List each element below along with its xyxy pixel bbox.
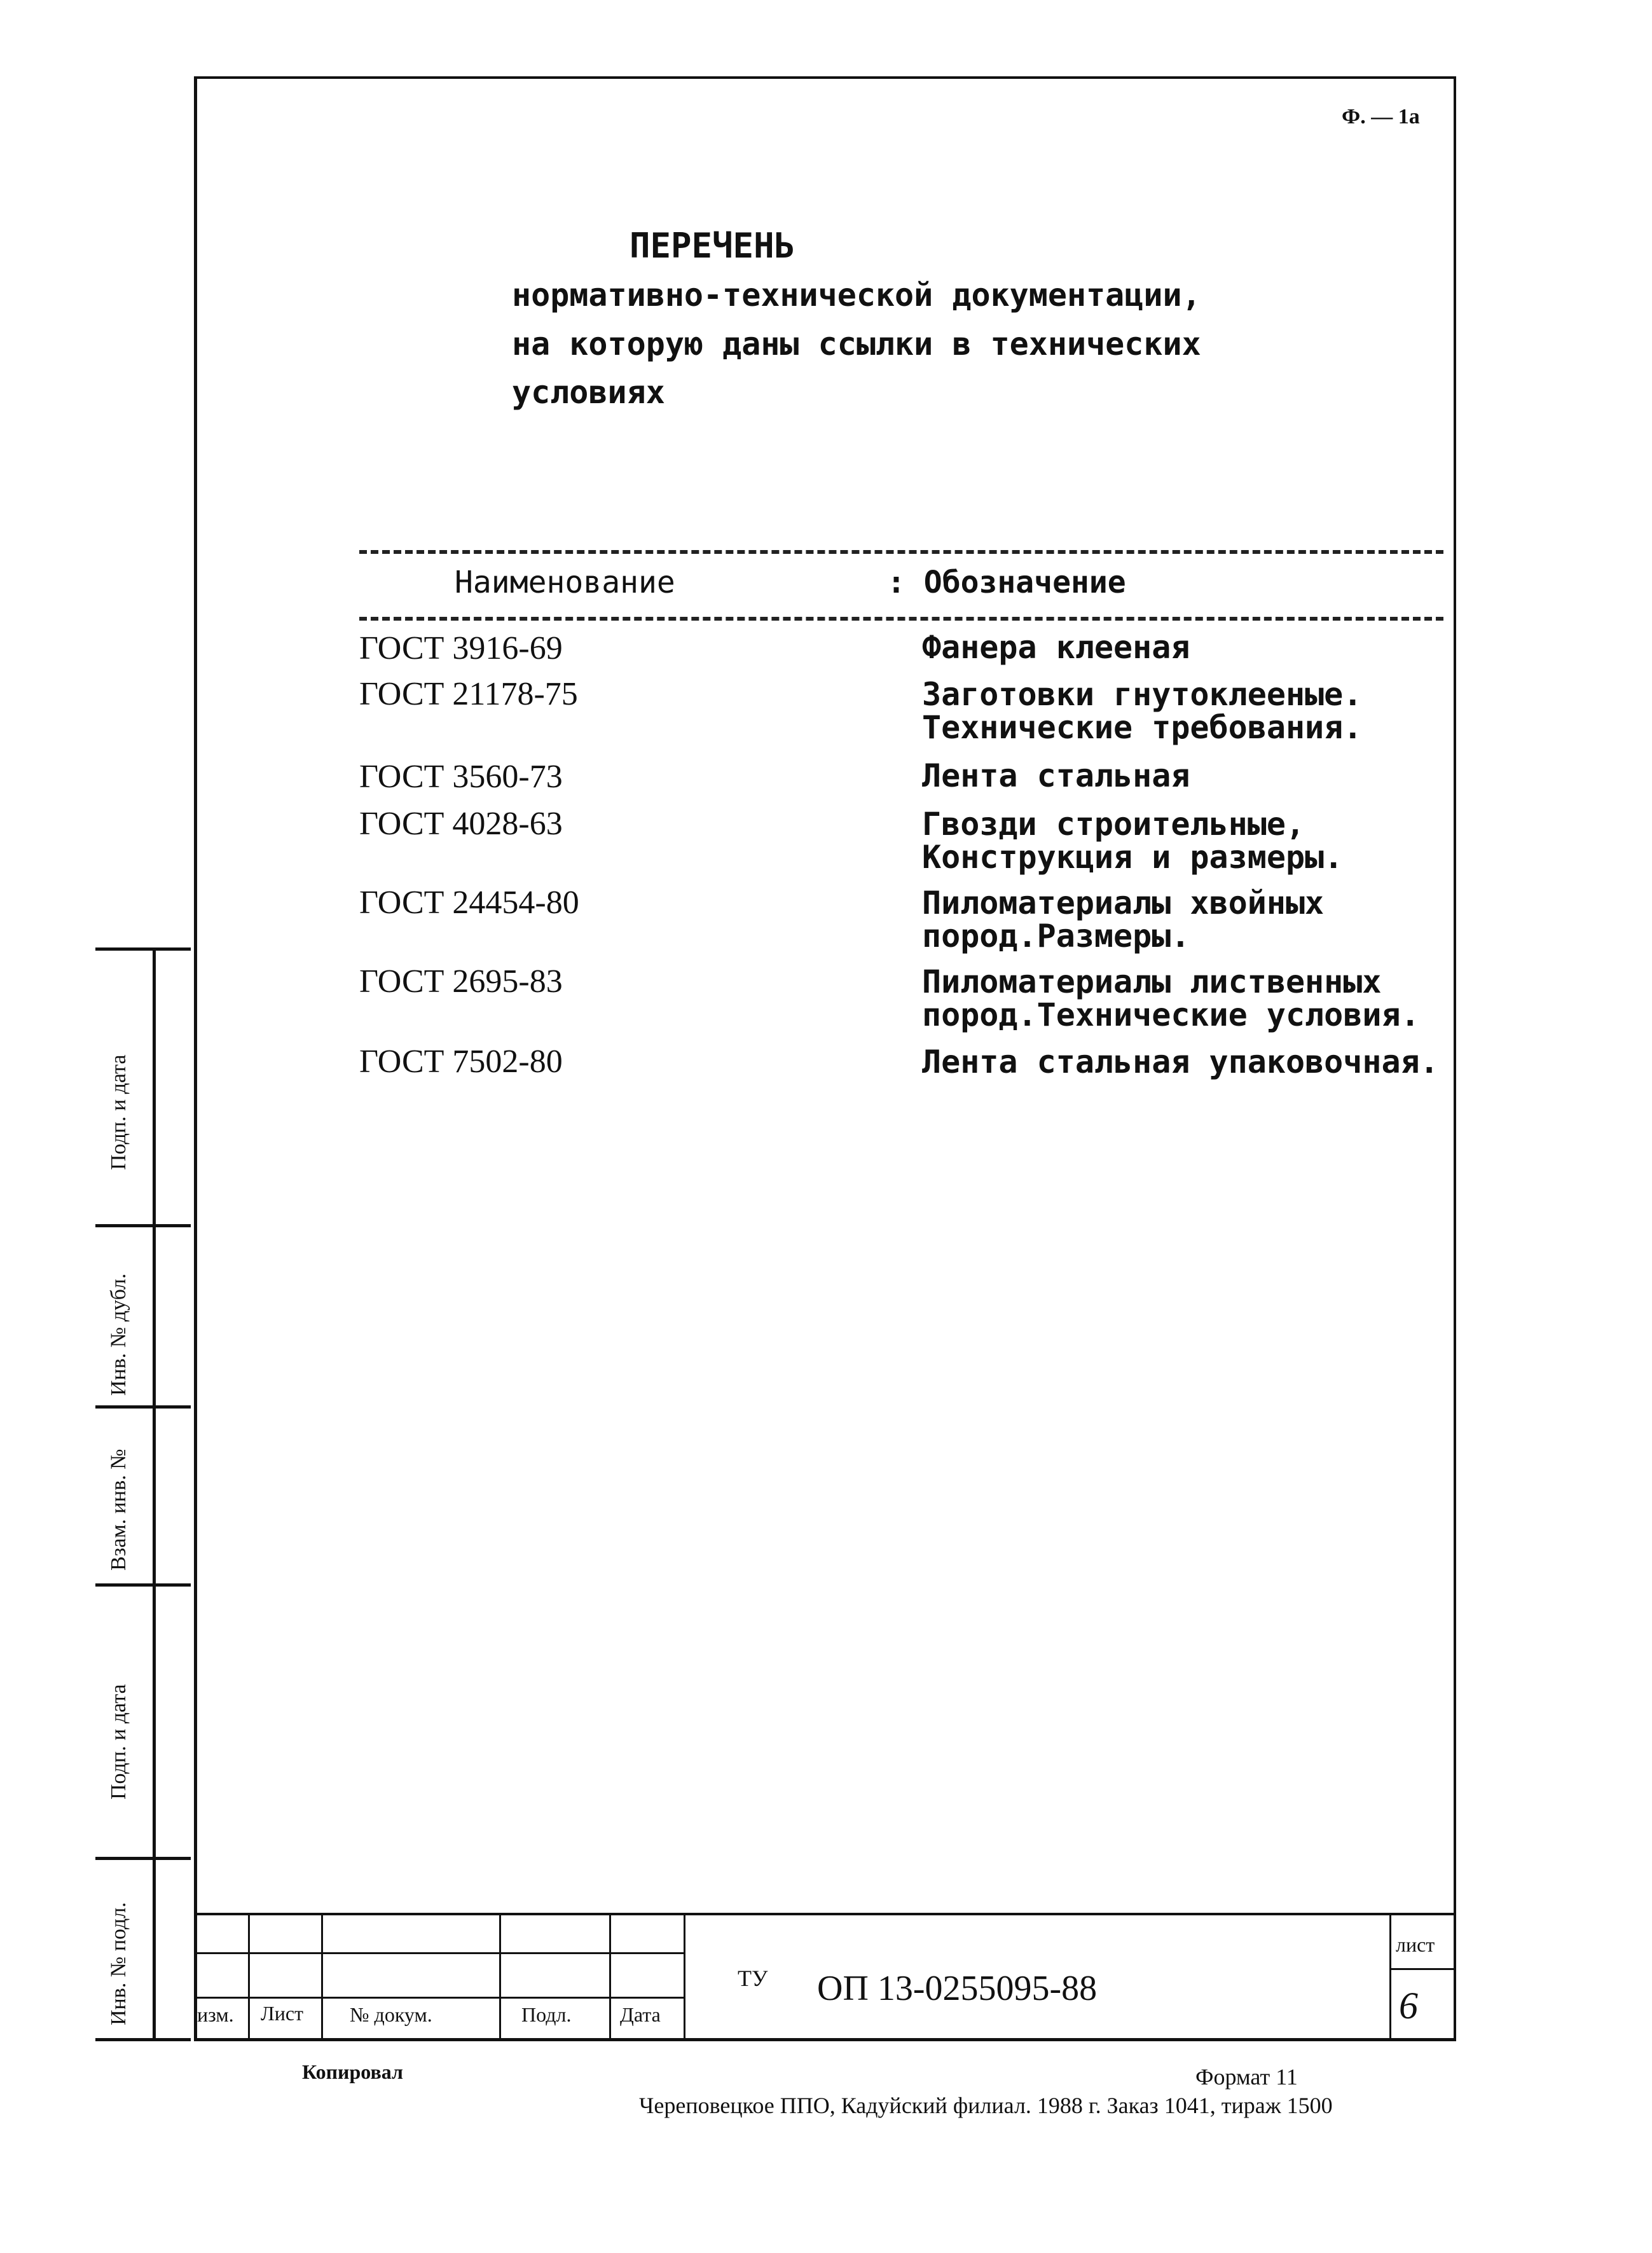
side-stamp-rule (95, 947, 191, 951)
title-block-bottom-rule (194, 2038, 1456, 2041)
col-label-izm: изм. (197, 2003, 234, 2026)
title-block-col-rule (499, 1913, 501, 2040)
footer-imprint: Череповецкое ППО, Кадуйский филиал. 1988 г. Заказ 1041, тираж 1500 (639, 2093, 1333, 2118)
sheet-number: 6 (1399, 1985, 1418, 2027)
table-row-code: ГОСТ 21178-75 (359, 676, 578, 712)
document-subtitle-line-1: нормативно-технической документации, (512, 277, 1201, 313)
table-row-name-continued: Технические требования. (922, 709, 1363, 746)
table-row-code: ГОСТ 3560-73 (359, 759, 563, 795)
title-block-col-rule (684, 1913, 685, 2040)
table-row-name: Пиломатериалы хвойных (922, 885, 1325, 921)
table-row-name-continued: пород.Размеры. (922, 918, 1190, 954)
col-label-signature: Подл. (521, 2003, 572, 2026)
frame-top-border (194, 76, 1456, 79)
column-header-name: Наименование (455, 565, 675, 600)
form-code: Ф. — 1а (1342, 105, 1420, 128)
stamp-label-dup-inventory: Инв. № дубл. (107, 1273, 130, 1396)
stamp-label-sign-date: Подп. и дата (107, 1054, 130, 1170)
stamp-label-original-inventory: Инв. № подл. (107, 1902, 130, 2025)
title-block-sheet-rule (1389, 1913, 1391, 2040)
title-block-top-rule (194, 1913, 1456, 1915)
table-row-name: Заготовки гнутоклееные. (922, 676, 1363, 713)
side-stamp-separator (153, 947, 156, 2041)
stamp-label-replaces-inventory: Взам. инв. № (107, 1449, 130, 1571)
col-label-doc-number: № докум. (350, 2003, 432, 2026)
stamp-label-sign-date-2: Подп. и дата (107, 1684, 130, 1800)
col-label-date: Дата (620, 2003, 661, 2026)
document-code: ОП 13-0255095-88 (817, 1969, 1098, 2008)
table-row-code: ГОСТ 24454-80 (359, 885, 579, 921)
side-stamp-rule (95, 1224, 191, 1227)
column-header-designation: : Обозначение (887, 565, 1126, 600)
sheet-label: лист (1396, 1933, 1435, 1956)
side-stamp-bottom-rule (95, 2038, 191, 2041)
document-subtitle-line-2: на которую даны ссылки в технических (512, 326, 1201, 362)
side-stamp-rule (95, 1405, 191, 1409)
footer-format: Формат 11 (1195, 2064, 1298, 2090)
table-header-rule (359, 617, 1443, 621)
title-block-col-rule (321, 1913, 323, 2040)
side-stamp-rule (95, 1857, 191, 1860)
frame-right-border (1454, 76, 1456, 2041)
table-row-name: Лента стальная (922, 757, 1190, 794)
title-block-col-rule (248, 1913, 250, 2040)
table-row-name: Лента стальная упаковочная. (922, 1044, 1439, 1080)
title-block-sheet-row-rule (1389, 1968, 1456, 1970)
table-row-code: ГОСТ 4028-63 (359, 806, 563, 842)
footer-copied: Копировал (302, 2060, 403, 2083)
table-row-code: ГОСТ 7502-80 (359, 1044, 563, 1080)
frame-left-border (194, 76, 197, 2041)
table-row-name: Гвозди строительные, (922, 806, 1305, 843)
table-row-name: Пиломатериалы лиственных (922, 963, 1382, 1000)
tu-label: ТУ (738, 1966, 768, 1991)
document-title: ПЕРЕЧЕНЬ (630, 226, 795, 266)
table-row-name: Фанера клееная (922, 629, 1190, 666)
table-row-code: ГОСТ 3916-69 (359, 630, 563, 666)
document-subtitle-line-3: условиях (512, 374, 665, 411)
table-row-code: ГОСТ 2695-83 (359, 963, 563, 1000)
table-row-name-continued: Конструкция и размеры. (922, 839, 1344, 876)
side-stamp-rule (95, 1583, 191, 1587)
title-block-col-rule (609, 1913, 611, 2040)
col-label-list: Лист (261, 2002, 304, 2025)
table-row-name-continued: пород.Технические условия. (922, 996, 1420, 1033)
table-top-rule (359, 550, 1443, 554)
